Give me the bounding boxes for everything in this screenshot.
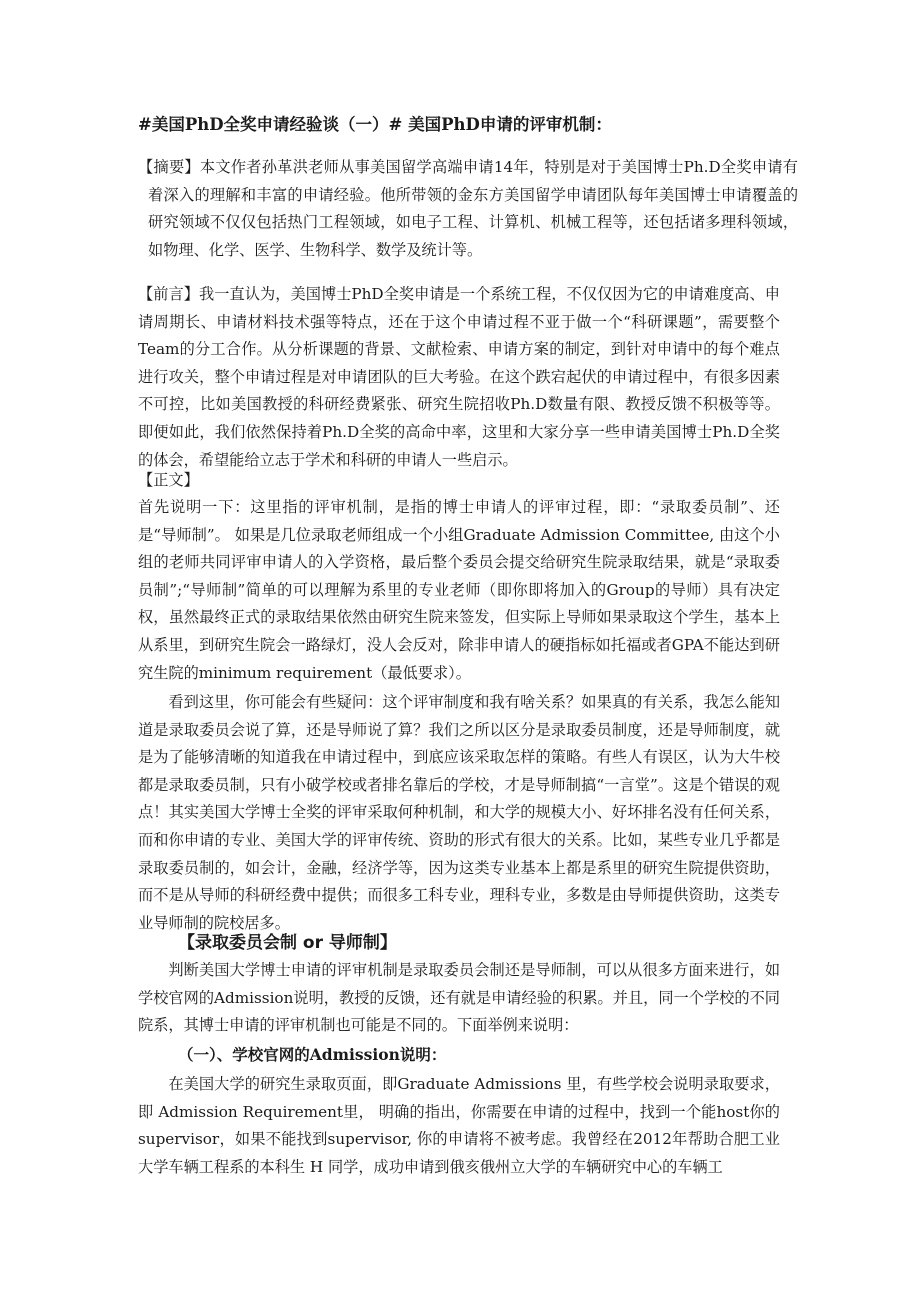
body-paragraph-2-text: 看到这里，你可能会有些疑问：这个评审制度和我有啥关系？如果真的有关系，我怎么能知道是录取委员会说了算，还是导师说了算？我们之所以区分是录取委员制度，还是导师制度，就是为了能够清晰的知道我在申请过程中，到底应该采取怎样的策略。有些人有误区，认为大牛校都是录取委员制，只有小破学校或者排名靠后的学校，才是导师制搞“一言堂”。这是个错误的观点！其实美国大学博士全奖的评审采取何种机制，和大学的规模大小、好坏排名没有任何关系，而和你申请的专业、美国大学的评审传统、资助的形式有很大的关系。比如，某些专业几乎都是录取委员制的，如会计，金融，经济学等，因为这类专业基本上都是系里的研究生院提供资助，而不是从导师的科研经费中提供；而很多工科专业，理科专业，多数是由导师提供资助，这类专业导师制的院校居多。 (138, 693, 780, 932)
abstract-text: 【摘要】本文作者孙革洪老师从事美国留学高端申请14年，特别是对于美国博士Ph.D全奖申请有着深入的理解和丰富的申请经验。他所带领的金东方美国留学申请团队每年美国博士申请覆盖的研究领域不仅仅包括热门工程领域，如电子工程、计算机、机械工程等，还包括诸多理科领域，如物理、化学、医学、生物科学、数学及统计等。 (138, 158, 798, 259)
section-heading-committee-or-advisor: 【录取委员会制 or 导师制】 (178, 933, 397, 953)
preface-text: 【前言】我一直认为，美国博士PhD全奖申请是一个系统工程，不仅仅因为它的申请难度高、申请周期长、申请材料技术强等特点，还在于这个申请过程不亚于做一个“科研课题”，需要整个Team的分工合作。从分析课题的背景、文献检索、申请方案的制定，到针对申请中的每个难点进行攻关，整个申请过程是对申请团队的巨大考验。在这个跌宕起伏的申请过程中，有很多因素不可控，比如美国教授的科研经费紧张、研究生院招收Ph.D数量有限、教授反馈不积极等等。即便如此，我们依然保持着Ph.D全奖的高命中率，这里和大家分享一些申请美国博士Ph.D全奖的体会，希望能给立志于学术和科研的申请人一些启示。 (138, 285, 780, 469)
body-paragraph-2 (138, 689, 780, 937)
preface-paragraph (138, 281, 780, 474)
abstract-paragraph (138, 154, 798, 264)
body-paragraph-1 (138, 494, 780, 687)
section-paragraph-2 (138, 1071, 780, 1181)
document-title: #美国PhD全奖申请经验谈（一）# 美国PhD申请的评审机制： (138, 115, 612, 134)
section-paragraph-1-text: 判断美国大学博士申请的评审机制是录取委员会制还是导师制，可以从很多方面来进行，如学校官网的Admission说明，教授的反馈，还有就是申请经验的积累。并且，同一个学校的不同院系，其博士申请的评审机制也可能是不同的。下面举例来说明： (138, 961, 780, 1035)
section-paragraph-1 (138, 957, 780, 1040)
body-paragraph-1-text: 首先说明一下：这里指的评审机制，是指的博士申请人的评审过程，即：“录取委员制”、还是“导师制”。 如果是几位录取老师组成一个小组Graduate Admission Committee, 由这个小组的老师共同评审申请人的入学资格，最后整个委员会提交给研究生院录取结果，就是“录取委员制”;“导师制”简单的可以理解为系里的专业老师（即你即将加入的Group的导师）具有决定权，虽然最终正式的录取结果依然由研究生院来签发，但实际上导师如果录取这个学生，基本上从系里，到研究生院会一路绿灯，没人会反对，除非申请人的硬指标如托福或者GPA不能达到研究生院的minimum requirement（最低要求）。 (138, 498, 780, 682)
section-paragraph-2-text: 在美国大学的研究生录取页面，即Graduate Admissions 里，有些学校会说明录取要求，即 Admission Requirement里， 明确的指出，你需要在申请的过程中，找到一个能host你的supervisor，如果不能找到supervisor, 你的申请将不被考虑。我曾经在2012年帮助合肥工业大学车辆工程系的本科生 H 同学，成功申请到俄亥俄州立大学的车辆研究中心的车辆工 (138, 1075, 780, 1176)
subsection-heading-official-admission: （一）、学校官网的Admission说明： (178, 1045, 447, 1064)
body-label: 【正文】 (138, 471, 199, 489)
